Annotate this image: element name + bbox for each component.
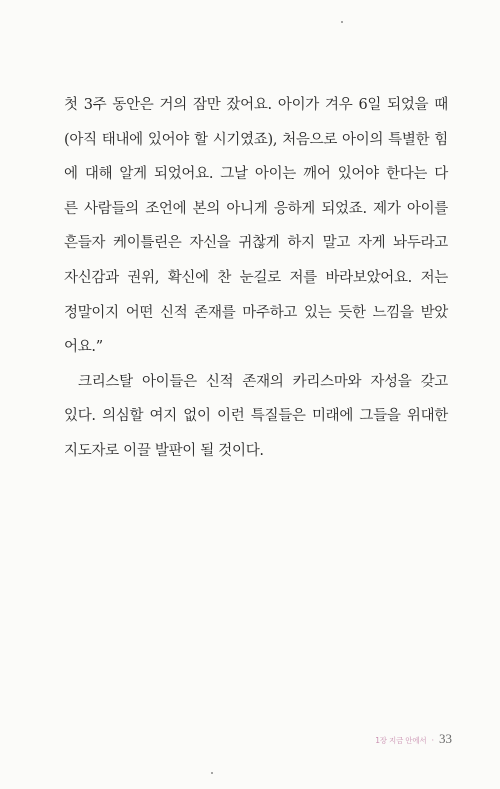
body-text	[64, 88, 448, 469]
text-line: 정말이지 어떤 신적 존재를 마주하고 있는 듯한 느낌을 받았	[64, 304, 448, 321]
text-line: 자신감과 권위, 확신에 찬 눈길로 저를 바라보았어요. 저는	[64, 269, 448, 286]
text-line: 지도자로 이끌 발판이 될 것이다.	[64, 442, 264, 459]
page-number: 33	[439, 731, 452, 746]
paragraph-quote	[64, 88, 448, 365]
text-line: 어요.”	[64, 339, 103, 356]
text-line: 크리스탈 아이들은 신적 존재의 카리스마와 자성을 갖고	[78, 373, 448, 390]
text-line: 른 사람들의 조언에 본의 아니게 응하게 되었죠. 제가 아이를	[64, 200, 448, 217]
top-mark	[341, 21, 343, 23]
paragraph-commentary	[64, 365, 448, 469]
bottom-mark	[211, 772, 213, 774]
text-line: (아직 태내에 있어야 할 시기였죠), 처음으로 아이의 특별한 힘	[64, 131, 448, 148]
page-footer	[375, 731, 452, 747]
text-line: 에 대해 알게 되었어요. 그날 아이는 깨어 있어야 한다는 다	[64, 166, 448, 183]
text-line: 첫 3주 동안은 거의 잠만 잤어요. 아이가 겨우 6일 되었을 때	[64, 97, 448, 113]
chapter-running-head: 1장 지금 안에서	[375, 736, 427, 745]
text-line: 흔들자 케이틀린은 자신을 귀찮게 하지 말고 자게 놔두라고	[64, 235, 448, 252]
text-line: 있다. 의심할 여지 없이 이런 특질들은 미래에 그들을 위대한	[64, 408, 448, 425]
footer-separator: ·	[431, 736, 434, 745]
